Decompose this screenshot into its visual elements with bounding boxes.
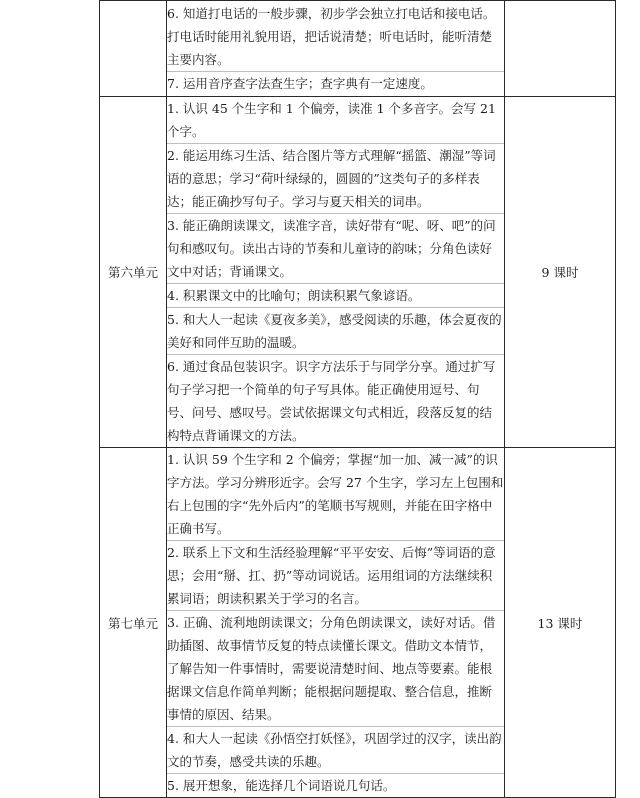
objective-item: 6. 知道打电话的一般步骤，初步学会独立打电话和接电话。打电话时能用礼貌用语，把话说清楚；听电话时，能听清楚主要内容。 bbox=[167, 2, 504, 72]
objectives-cell bbox=[167, 1, 505, 97]
objective-item: 1. 认识 59 个生字和 2 个偏旁；掌握“加一加、减一减”的识字方法。学习分辨形近字。会写 27 个生字，学习左上包围和右上包围的字“先外后内”的笔顺书写规则，并能在田字格中正确书写。 bbox=[167, 448, 504, 541]
class-hours-cell bbox=[505, 1, 616, 97]
objective-item: 1. 认识 45 个生字和 1 个偏旁，读准 1 个多音字。会写 21 个字。 bbox=[167, 97, 504, 144]
objectives-cell bbox=[167, 448, 505, 798]
unit-name-cell: 第七单元 bbox=[100, 448, 167, 798]
unit-row bbox=[100, 1, 616, 97]
objective-item: 5. 展开想象，能选择几个词语说几句话。 bbox=[167, 778, 396, 793]
unit-plan-table bbox=[99, 0, 616, 798]
objectives-cell bbox=[167, 97, 505, 448]
objective-item: 4. 和大人一起读《孙悟空打妖怪》，巩固学过的汉字，读出韵文的节奏，感受共读的乐趣。 bbox=[167, 727, 504, 774]
objective-item: 3. 正确、流利地朗读课文；分角色朗读课文，读好对话。借助插图、故事情节反复的特点读懂长课文。借助文本情节，了解告知一件事情时，需要说清楚时间、地点等要素。能根据课文信息作简单判断；能根据问题提取、整合信息，推断事情的原因、结果。 bbox=[167, 611, 504, 727]
objective-item: 3. 能正确朗读课文，读准字音，读好带有“呢、呀、吧”的问句和感叹句。读出古诗的节奏和儿童诗的韵味；分角色读好文中对话；背诵课文。 bbox=[167, 214, 504, 284]
objective-item: 2. 能运用练习生活、结合图片等方式理解“摇篮、潮湿”等词语的意思；学习“荷叶绿绿的，圆圆的”这类句子的多样表达；能正确抄写句子。学习与夏天相关的词串。 bbox=[167, 144, 504, 214]
class-hours-cell: 9 课时 bbox=[505, 97, 616, 448]
unit-row bbox=[100, 97, 616, 448]
objective-item: 2. 联系上下文和生活经验理解“平平安安、后悔”等词语的意思；会用“掰、扛、扔”等动词说话。运用组词的方法继续积累词语；朗读积累关于学习的名言。 bbox=[167, 541, 504, 611]
objective-item: 7. 运用音序查字法查生字；查字典有一定速度。 bbox=[167, 76, 433, 91]
objective-item: 6. 通过食品包装识字。识字方法乐于与同学分享。通过扩写句子学习把一个简单的句子写具体。能正确使用逗号、句号、问号、感叹号。尝试依据课文句式相近，段落反复的结构特点背诵课文的方法。 bbox=[167, 359, 496, 443]
class-hours-cell: 13 课时 bbox=[505, 448, 616, 798]
unit-name-cell: 第六单元 bbox=[100, 97, 167, 448]
unit-name-cell bbox=[100, 1, 167, 97]
unit-row bbox=[100, 448, 616, 798]
objective-item: 4. 积累课文中的比喻句；朗读积累气象谚语。 bbox=[167, 284, 504, 308]
objective-item: 5. 和大人一起读《夏夜多美》，感受阅读的乐趣，体会夏夜的美好和同伴互助的温暖。 bbox=[167, 308, 504, 355]
